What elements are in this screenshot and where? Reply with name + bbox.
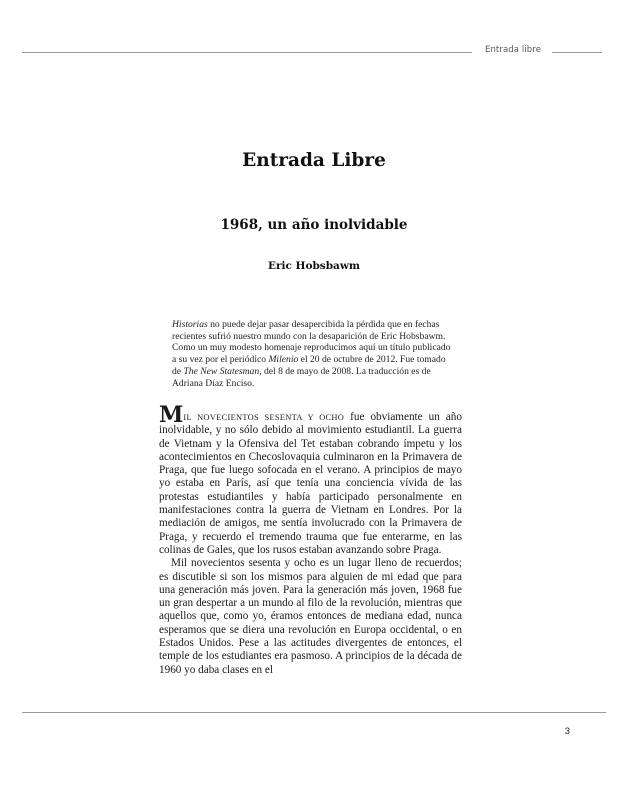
intro-text-2: el 20 de octubre de 2012. Fue tomado de: [172, 354, 446, 377]
intro-italic-newspaper: Milenio: [268, 354, 299, 366]
small-caps-lead: IL NOVECIENTOS SESENTA Y OCHO: [183, 413, 345, 422]
article-body: [159, 402, 462, 677]
editorial-note: [172, 319, 456, 389]
body-paragraph-2: Mil novecientos sesenta y ocho es un lugar lleno de recuerdos; es discutible si son los mismos para alguien de mi edad que para una generación más joven. Para la generación más joven, 1968 fue un gran despertar a un mundo al filo de la revolución, mientras que aquellos que, como yo, éramos entonces de mediana edad, nunca esperamos que se diera una revolución en Europa occidental, o en Estados Unidos. Pese a las actitudes divergentes de entonces, el temple de los estudiantes era pasmoso. A principios de la década de 1960 yo daba clases en el: [159, 557, 462, 676]
intro-italic-magazine: The New Statesman,: [183, 365, 262, 377]
header-rule-end: [552, 52, 602, 53]
header-rule: [22, 52, 472, 53]
drop-cap: M: [159, 402, 184, 428]
footer-rule: [22, 712, 606, 713]
intro-italic-publication: Historias: [172, 319, 208, 330]
page-number: 3: [564, 726, 570, 737]
section-title: Entrada Libre: [242, 150, 386, 171]
running-header: Entrada libre: [484, 45, 542, 55]
article-author: Eric Hobsbawm: [267, 260, 361, 272]
body-paragraph-1: [159, 402, 462, 557]
body-paragraph-1-text: fue obviamente un año inolvidable, y no sólo debido al movimiento estudiantil. La guerra de Vietnam y la Ofensiva del Tet estaban cobrando ímpetu y los acontecimientos en Checoslovaquia culminaron en la Primavera de Praga, que fue luego sofocada en el verano. A principios de mayo yo estaba en París, así que tenía una conciencia vívida de las protestas estudiantiles y había participado personalmente en manifestaciones contra la guerra de Vietnam en Londres. Por la mediación de amigos, me sentía involucrado con la Primavera de Praga, y recuerdo el tremendo trauma que fue enterarme, en las colinas de Gales, que los rusos estaban avanzando sobre Praga.: [159, 411, 462, 556]
intro-text-3: del 8 de mayo de 2008. La traducción es de Adriana Díaz Enciso.: [172, 365, 431, 389]
editorial-note-paragraph: [172, 319, 456, 389]
intro-text-1: no puede dejar pasar desapercibida la pérdida que en fechas recientes sufrió nuestro mundo con la desaparición de Eric Hobsbawm. Como un muy modesto homenaje reproducimos aquí un título publicado a su vez por el periódico: [172, 319, 451, 366]
article-title: 1968, un año inolvidable: [220, 217, 408, 233]
